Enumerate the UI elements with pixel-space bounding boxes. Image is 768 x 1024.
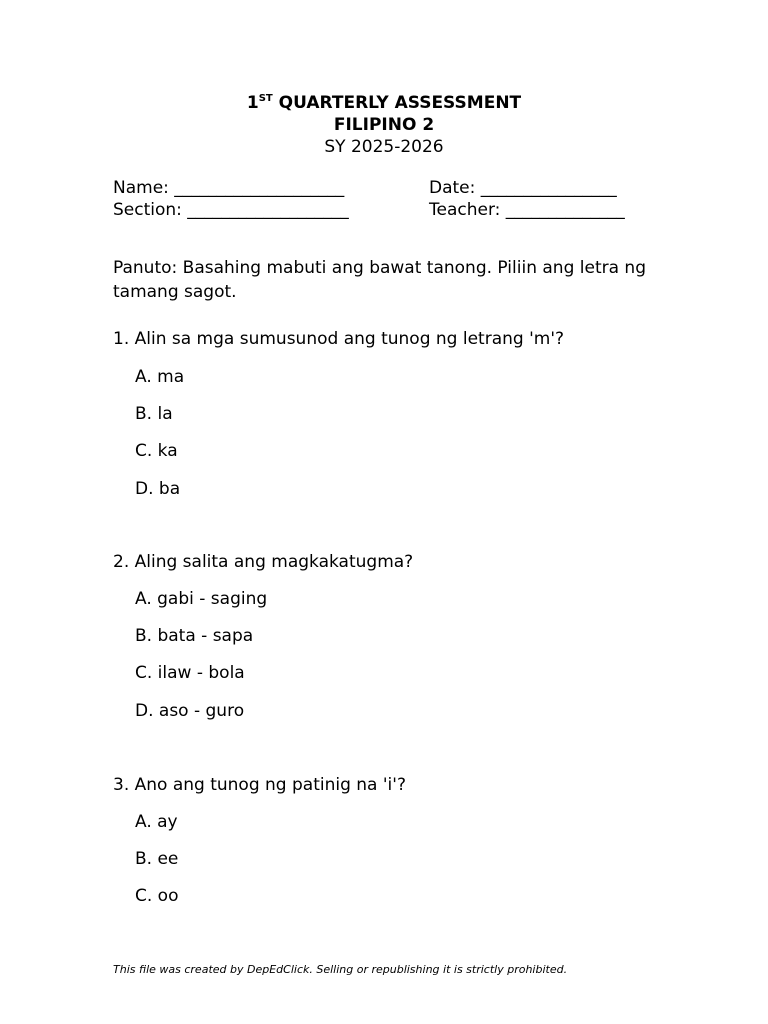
question-1-choice-a: A. ma — [135, 367, 185, 387]
question-3: 3. Ano ang tunog ng patinig na 'i'? — [113, 775, 406, 795]
question-2-choice-b: B. bata - sapa — [135, 626, 254, 646]
question-1-choice-b: B. la — [135, 404, 173, 424]
question-2: 2. Aling salita ang magkakatugma? — [113, 552, 414, 572]
title-text: QUARTERLY ASSESSMENT — [272, 93, 522, 113]
section-field: Section: ___________________ — [113, 200, 349, 220]
subject-title: FILIPINO 2 — [333, 115, 435, 135]
question-1-choice-d: D. ba — [135, 479, 181, 499]
question-1: 1. Alin sa mga sumusunod ang tunog ng letrang 'm'? — [113, 329, 565, 349]
question-3-choice-c: C. oo — [135, 886, 179, 906]
instructions: Panuto: Basahing mabuti ang bawat tanong. Piliin ang letra ng tamang sagot. — [113, 258, 646, 302]
assessment-title — [0, 92, 768, 114]
school-year: SY 2025-2026 — [324, 137, 444, 157]
question-3-choice-b: B. ee — [135, 849, 179, 869]
copyright-notice: This file was created by DepEdClick. Selling or republishing it is strictly prohibited. — [113, 963, 568, 976]
question-2-choice-c: C. ilaw - bola — [135, 663, 245, 683]
question-2-choice-a: A. gabi - saging — [135, 589, 268, 609]
name-field: Name: ____________________ — [113, 178, 345, 198]
teacher-field: Teacher: ______________ — [429, 200, 625, 220]
title-number: 1 — [246, 93, 259, 113]
date-field: Date: ________________ — [429, 178, 617, 198]
question-3-choice-a: A. ay — [135, 812, 178, 832]
question-1-choice-c: C. ka — [135, 441, 178, 461]
title-ordinal-suffix: ST — [258, 93, 273, 104]
question-2-choice-d: D. aso - guro — [135, 701, 245, 721]
